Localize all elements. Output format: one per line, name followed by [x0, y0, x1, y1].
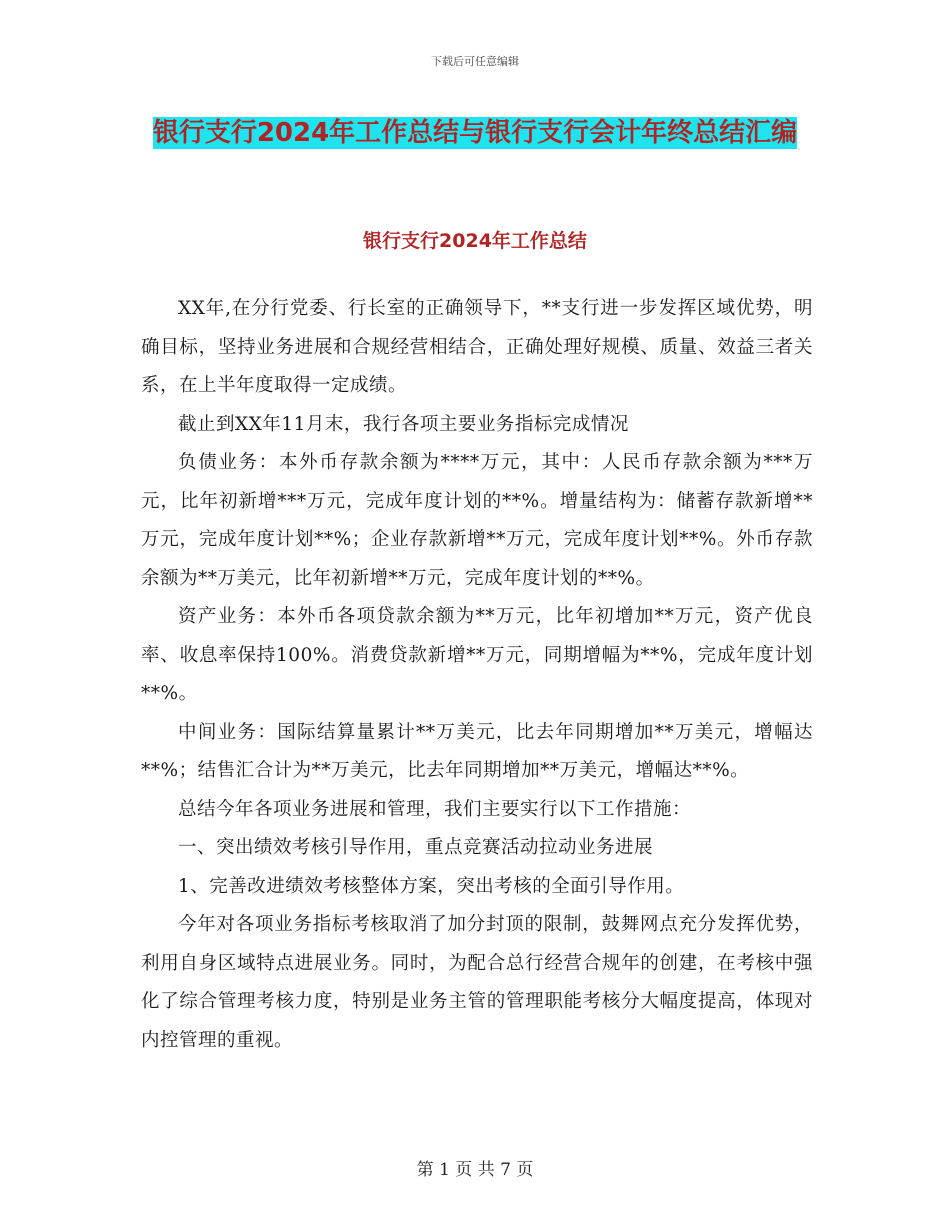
header-note: 下载后可任意编辑	[431, 55, 519, 68]
document-body	[141, 290, 813, 1060]
paragraph: 1、完善改进绩效考核整体方案，突出考核的全面引导作用。	[178, 875, 685, 897]
paragraph: 资产业务：本外币各项贷款余额为**万元，比年初增加**万元，资产优良率、收息率保持100%。消费贷款新增**万元，同期增幅为**%，完成年度计划**%。	[141, 606, 813, 704]
section-title: 银行支行2024年工作总结	[363, 230, 587, 252]
paragraph: 总结今年各项业务进展和管理，我们主要实行以下工作措施：	[178, 798, 692, 820]
paragraph: 一、突出绩效考核引导作用，重点竞赛活动拉动业务进展	[178, 837, 654, 858]
document-title-text: 银行支行2024年工作总结与银行支行会计年终总结汇编	[152, 118, 798, 148]
paragraph: 负债业务：本外币存款余额为****万元，其中：人民币存款余额为***万元，比年初新增***万元，完成年度计划的**%。增量结构为：储蓄存款新增**万元，完成年度计划**%；企业存款新增**万元，完成年度计划**%。外币存款余额为**万美元，比年初新增**万元，完成年度计划的**%。	[141, 452, 813, 589]
paragraph: 今年对各项业务指标考核取消了加分封顶的限制，鼓舞网点充分发挥优势，利用自身区域特点进展业务。同时，为配合总行经营合规年的创建，在考核中强化了综合管理考核力度，特别是业务主管的管理职能考核分大幅度提高，体现对内控管理的重视。	[141, 914, 813, 1051]
document-title	[140, 106, 810, 160]
paragraph: 截止到XX年11月末，我行各项主要业务指标完成情况	[178, 413, 629, 435]
page-number: 第 1 页 共 7 页	[416, 1160, 534, 1180]
paragraph: XX年,在分行党委、行长室的正确领导下，**支行进一步发挥区域优势，明确目标，坚持业务进展和合规经营相结合，正确处理好规模、质量、效益三者关系，在上半年度取得一定成绩。	[141, 298, 813, 396]
paragraph: 中间业务：国际结算量累计**万美元，比去年同期增加**万美元，增幅达**%；结售汇合计为**万美元，比去年同期增加**万美元，增幅达**%。	[141, 721, 813, 781]
